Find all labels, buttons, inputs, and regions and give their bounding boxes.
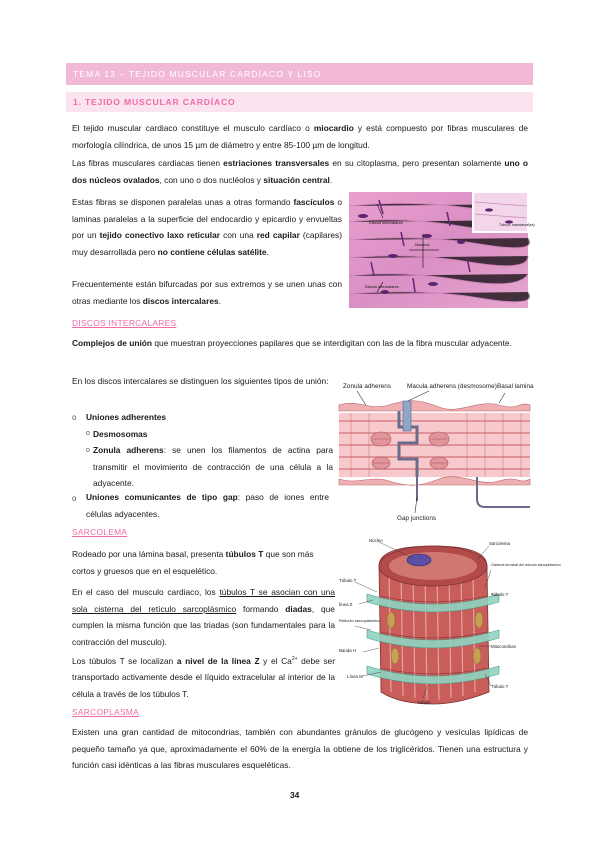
paragraph-estriaciones: Las fibras musculares cardiacas tienen estriaciones transversales en su citoplasma, pero presentan solamente uno o dos núcleos ovalados, con uno o dos nucléolos y situación central. bbox=[72, 158, 528, 185]
micrograph-label-discos: Discos intercalares bbox=[369, 220, 403, 225]
label-banda-h: Banda H bbox=[339, 648, 357, 653]
subheading-sarcolema: SARCOLEMA bbox=[72, 527, 128, 537]
paragraph-sarcolema: Rodeado por una lámina basal, presenta túbulos T que son más cortos y gruesos que en el esquelético. bbox=[72, 549, 314, 576]
label-tubulo-t-2: Túbulo T bbox=[491, 592, 509, 597]
bullet-icon: o bbox=[86, 430, 90, 437]
label-linea-z: línea Z bbox=[339, 602, 353, 607]
label-basal-lamina: Basal lamina bbox=[497, 383, 534, 390]
paragraph-miocardio: El tejido muscular cardiaco constituye el musculo cardíaco o miocardio y está compuesto por fibras musculares de morfología cilíndrica, de unos 15 µm de diámetro y entre 85-100 µm de longitud. bbox=[72, 123, 529, 150]
label-sarcolema: Sarcolema bbox=[489, 541, 510, 546]
label-zonula-adherens: Zonula adherens bbox=[343, 383, 391, 390]
label-gap-junctions: Gap junctions bbox=[397, 515, 437, 522]
paragraph-fasciculos: Estas fibras se disponen paralelas unas a otras formando fascículos o laminas paralelas a la superficie del endocardio y epicardio y envueltas por un tejido conectivo laxo reticular con una red capilar (capilares) muy desarrollada pero no contiene células satélite. bbox=[72, 197, 342, 257]
muscle-fiber-3d-diagram bbox=[339, 536, 561, 706]
label-macula-adherens: Macula adherens (desmosome) bbox=[407, 383, 497, 390]
label-cisterna: Cisterna terminal del retículo sarcoplásmico bbox=[491, 563, 561, 567]
bullet-icon: o bbox=[86, 447, 90, 454]
label-mitocondrias: Mitocondrias bbox=[491, 644, 516, 649]
paragraph-complejos-union: Complejos de unión que muestran proyecciones papilares que se interdigitan con las de la fibra muscular adyacente. bbox=[72, 338, 512, 348]
label-nucleo: Núcleo bbox=[369, 538, 383, 543]
section-heading: 1. TEJIDO MUSCULAR CARDÍACO bbox=[73, 97, 236, 107]
label-tubulo-t-3: Túbulo T bbox=[491, 684, 509, 689]
paragraph-tipos-union: En los discos intercalares se distinguen los siguientes tipos de unión: bbox=[72, 376, 329, 386]
page-number: 34 bbox=[290, 790, 300, 800]
label-reticulo: Retículo sarcoplásmico bbox=[339, 618, 381, 623]
chapter-title-bar bbox=[66, 63, 533, 85]
chapter-title: TEMA 13 – TEJIDO MUSCULAR CARDÍACO Y LISO bbox=[73, 69, 322, 79]
paragraph-diadas: En el caso del musculo cardiaco, los túbulos T se asocian con una sola cisterna del retículo sarcoplásmico formando diadas, que cumplen la misma función que las triadas (son fundamentales para la contracción del musculo). bbox=[72, 587, 335, 647]
subheading-discos-intercalares: DISCOS INTERCALARES bbox=[72, 318, 177, 328]
bullet-icon: o bbox=[72, 494, 77, 503]
label-tubulo-t-1: Túbulo T bbox=[339, 578, 357, 583]
subheading-sarcoplasma: SARCOPLASMA bbox=[72, 707, 140, 717]
bullet-icon: o bbox=[72, 413, 77, 422]
paragraph-tubulos-t: Los túbulos T se localizan a nivel de la línea Z y el $Ca^{2+}$ debe ser transportado activamente desde el líquido extracelular al interior de la célula a través de los túbulos T. bbox=[72, 655, 335, 699]
section-heading-bar bbox=[66, 92, 533, 112]
label-linea-m: Línea M bbox=[347, 674, 363, 679]
micrograph-label-tubo: Tubo pr. transversal(es) bbox=[499, 223, 535, 227]
intercalated-disc-diagram bbox=[339, 381, 534, 525]
list-item-zonula-adherens: Zonula adherens: se unen los filamentos de actina para transmitir el movimiento de contracción de una célula a la adyacente. bbox=[93, 445, 333, 488]
paragraph-sarcoplasma: Existen una gran cantidad de mitocondrias, también con abundantes gránulos de glucógeno y vesículas lipídicas de pequeño tamaño ya que, aproximadamente el 60% de la energía la obtiene de los triglicéridos. Tienen una estructura y función casi idénticas a las fibras musculares esqueléticas. bbox=[72, 727, 528, 770]
label-tubulo-4: Túbulo bbox=[417, 700, 431, 705]
paragraph-bifurcadas: Frecuentemente están bifurcadas por sus extremos y se unen unas con otras mediante los discos intercalares. bbox=[72, 279, 342, 306]
list-item-uniones-gap: Uniones comunicantes de tipo gap: paso de iones entre células adyacentes. bbox=[86, 492, 329, 519]
list-item-desmosomas: Desmosomas bbox=[93, 429, 148, 439]
list-item-uniones-adherentes: Uniones adherentes bbox=[86, 412, 167, 422]
micrograph-label-nucleos: Núcleos bbox=[415, 242, 430, 247]
cardiac-muscle-micrograph bbox=[349, 192, 535, 308]
micrograph-label-discos-2: Discos intercalares bbox=[365, 284, 399, 289]
